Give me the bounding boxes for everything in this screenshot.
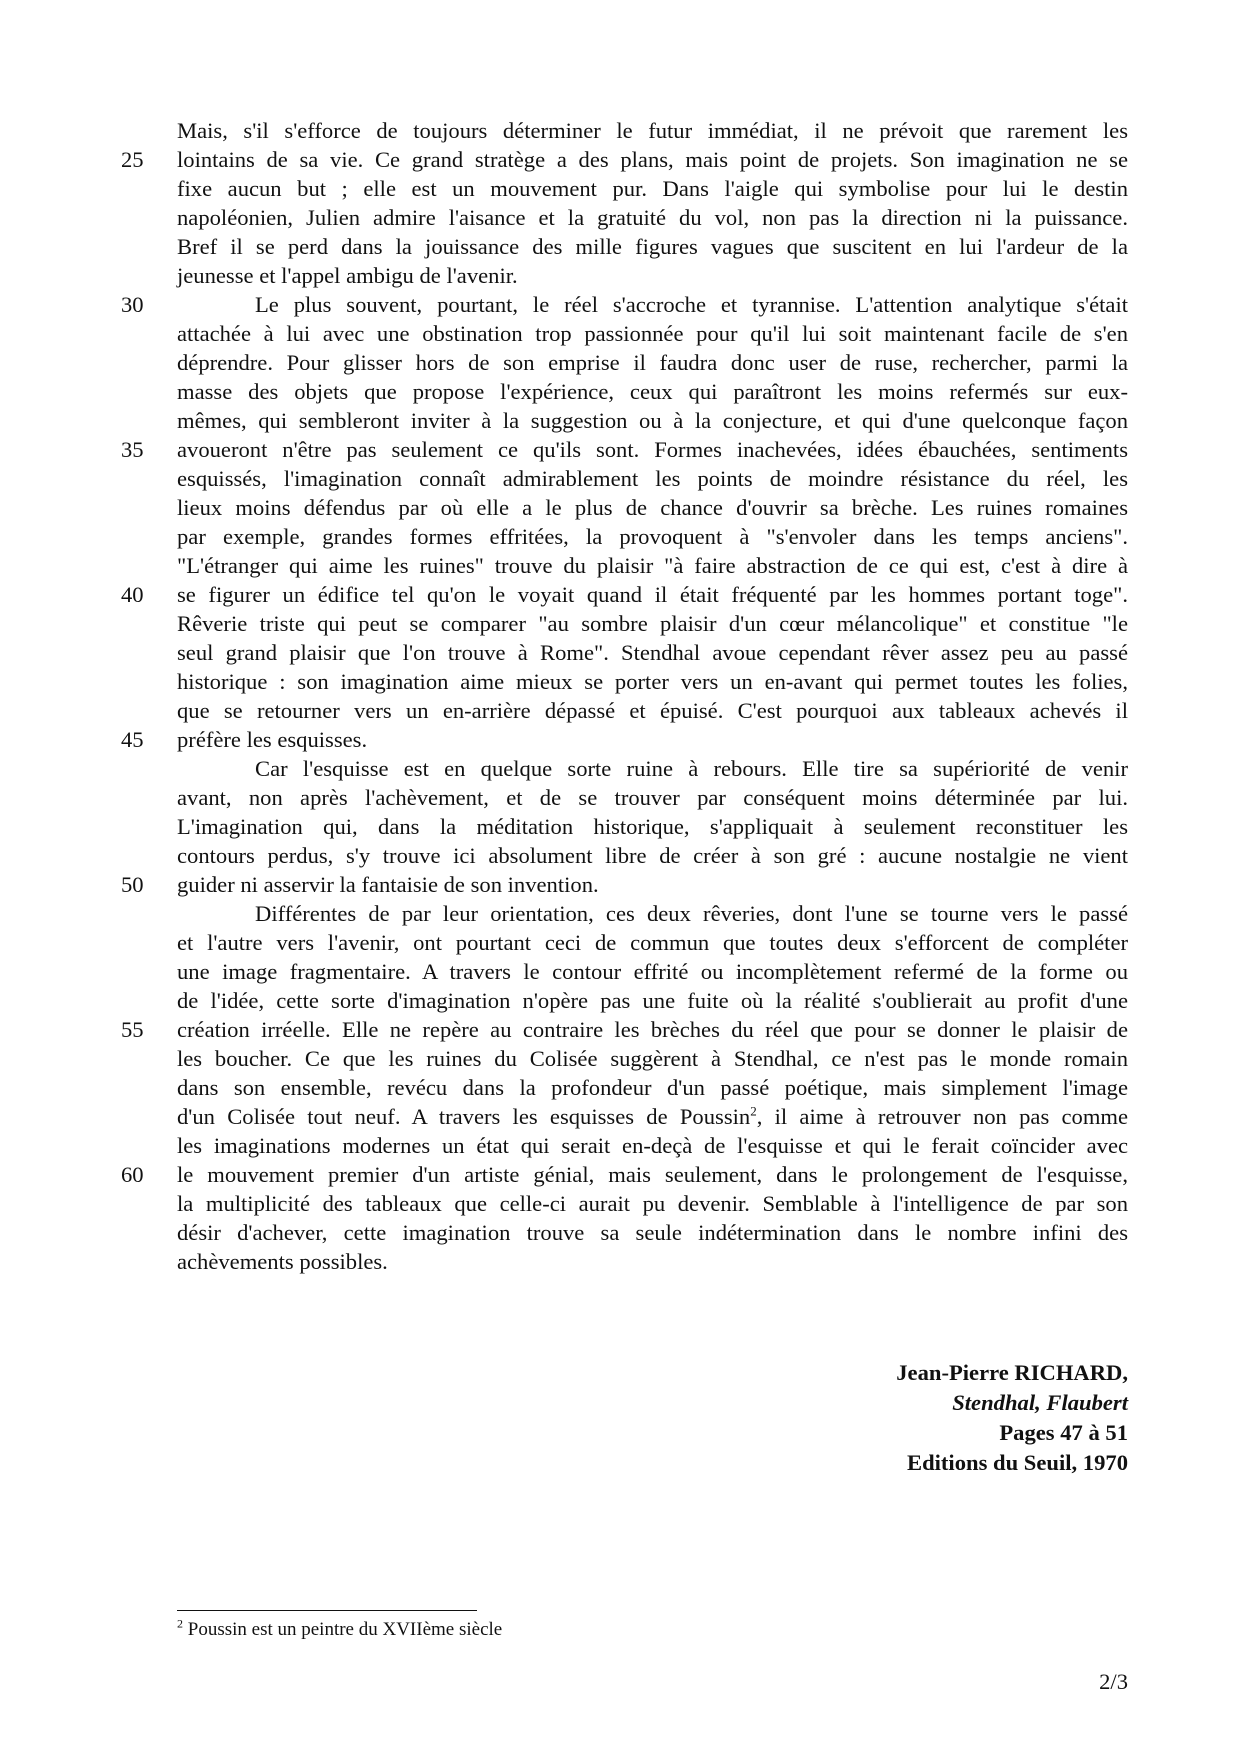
line-text: lointains de sa vie. Ce grand stratège a des plans, mais point de projets. Son imagination ne se bbox=[177, 147, 1128, 172]
line-text-part: , il aime à retrouver non pas comme bbox=[756, 1104, 1129, 1129]
text-line bbox=[177, 319, 1128, 348]
line-number: 40 bbox=[121, 582, 144, 607]
footnote-text: Poussin est un peintre du XVIIème siècle bbox=[183, 1619, 503, 1640]
line-text: achèvements possibles. bbox=[177, 1249, 388, 1274]
line-text: mêmes, qui sembleront inviter à la suggestion ou à la conjecture, et qui d'une quelconque façon bbox=[177, 408, 1128, 433]
text-line bbox=[121, 870, 1128, 899]
text-line bbox=[177, 812, 1128, 841]
line-text: lieux moins défendus par où elle a le plus de chance d'ouvrir sa brèche. Les ruines romaines bbox=[177, 495, 1128, 520]
line-text: avoueront n'être pas seulement ce qu'ils sont. Formes inachevées, idées ébauchées, sentiments bbox=[177, 437, 1128, 462]
line-number: 25 bbox=[121, 147, 144, 172]
citation-pages: Pages 47 à 51 bbox=[999, 1420, 1128, 1445]
line-text: déprendre. Pour glisser hors de son emprise il faudra donc user de ruse, rechercher, parmi la bbox=[177, 350, 1128, 375]
line-text: Bref il se perd dans la jouissance des mille figures vagues que suscitent en lui l'ardeur de la bbox=[177, 234, 1128, 259]
line-text bbox=[177, 1102, 1128, 1131]
line-text: attachée à lui avec une obstination trop passionnée pour qu'il lui soit maintenant facile de s'en bbox=[177, 321, 1128, 346]
citation-author: Jean-Pierre RICHARD, bbox=[896, 1360, 1128, 1385]
text-line bbox=[177, 928, 1128, 957]
line-text: Différentes de par leur orientation, ces deux rêveries, dont l'une se tourne vers le passé bbox=[255, 901, 1128, 926]
line-number: 55 bbox=[121, 1017, 144, 1042]
text-line bbox=[121, 435, 1128, 464]
line-text: création irréelle. Elle ne repère au contraire les brèches du réel que pour se donner le plaisir de bbox=[177, 1017, 1128, 1042]
line-text: historique : son imagination aime mieux se porter vers un en-avant qui permet toutes les folies, bbox=[177, 669, 1128, 694]
line-text: une image fragmentaire. A travers le contour effrité ou incomplètement refermé de la forme ou bbox=[177, 959, 1128, 984]
line-text: L'imagination qui, dans la méditation historique, s'appliquait à seulement reconstituer les bbox=[177, 814, 1128, 839]
line-text: Mais, s'il s'efforce de toujours déterminer le futur immédiat, il ne prévoit que rarement les bbox=[177, 118, 1128, 143]
text-line bbox=[177, 464, 1128, 493]
text-line bbox=[177, 638, 1128, 667]
line-number: 45 bbox=[121, 727, 144, 752]
text-line bbox=[177, 986, 1128, 1015]
line-text: se figurer un édifice tel qu'on le voyait quand il était fréquenté par les hommes portant toge". bbox=[177, 582, 1128, 607]
text-line bbox=[177, 609, 1128, 638]
line-text: esquissés, l'imagination connaît admirablement les points de moindre résistance du réel, les bbox=[177, 466, 1128, 491]
citation-block bbox=[896, 1358, 1128, 1478]
line-text: désir d'achever, cette imagination trouve sa seule indétermination dans le nombre infini des bbox=[177, 1220, 1128, 1245]
line-text: jeunesse et l'appel ambigu de l'avenir. bbox=[177, 263, 518, 288]
line-number: 35 bbox=[121, 437, 144, 462]
line-text: les boucher. Ce que les ruines du Colisée suggèrent à Stendhal, ce n'est pas le monde romain bbox=[177, 1046, 1128, 1071]
text-line bbox=[177, 1102, 1128, 1131]
footnote-separator bbox=[177, 1610, 477, 1611]
text-line bbox=[177, 348, 1128, 377]
line-text: et l'autre vers l'avenir, ont pourtant ceci de commun que toutes deux s'efforcent de compléter bbox=[177, 930, 1128, 955]
text-line bbox=[177, 1218, 1128, 1247]
citation-work: Stendhal, Flaubert bbox=[952, 1390, 1128, 1415]
line-number: 30 bbox=[121, 292, 144, 317]
line-text-part: d'un Colisée tout neuf. A travers les esquisses de Poussin bbox=[177, 1104, 751, 1129]
text-line bbox=[177, 841, 1128, 870]
footnote-marker: 2 bbox=[177, 1616, 183, 1631]
line-text: préfère les esquisses. bbox=[177, 727, 368, 752]
text-line bbox=[177, 551, 1128, 580]
text-line bbox=[177, 203, 1128, 232]
line-text: seul grand plaisir que l'on trouve à Rome". Stendhal avoue cependant rêver assez peu au passé bbox=[177, 640, 1128, 665]
text-line bbox=[177, 377, 1128, 406]
text-line bbox=[177, 522, 1128, 551]
text-line bbox=[177, 783, 1128, 812]
text-line bbox=[121, 290, 1128, 319]
text-line bbox=[177, 493, 1128, 522]
line-number: 60 bbox=[121, 1162, 144, 1187]
line-text: guider ni asservir la fantaisie de son invention. bbox=[177, 872, 599, 897]
text-line bbox=[177, 1131, 1128, 1160]
text-line bbox=[121, 580, 1128, 609]
text-line bbox=[177, 1247, 1128, 1276]
text-line bbox=[177, 1189, 1128, 1218]
text-line bbox=[177, 1044, 1128, 1073]
line-text: Le plus souvent, pourtant, le réel s'accroche et tyrannise. L'attention analytique s'était bbox=[255, 292, 1128, 317]
line-text: masse des objets que propose l'expérience, ceux qui paraîtront les moins refermés sur eux- bbox=[177, 379, 1128, 404]
line-text: par exemple, grandes formes effritées, la provoquent à "s'envoler dans les temps anciens". bbox=[177, 524, 1128, 549]
footnote bbox=[177, 1618, 502, 1642]
text-line bbox=[121, 1015, 1128, 1044]
text-line bbox=[177, 232, 1128, 261]
line-text: Rêverie triste qui peut se comparer "au sombre plaisir d'un cœur mélancolique" et constitue "le bbox=[177, 611, 1128, 636]
text-line bbox=[177, 261, 1128, 290]
citation-publisher: Editions du Seuil, 1970 bbox=[907, 1450, 1128, 1475]
line-text: de l'idée, cette sorte d'imagination n'opère pas une fuite où la réalité s'oublierait au profit d'une bbox=[177, 988, 1128, 1013]
line-text: fixe aucun but ; elle est un mouvement pur. Dans l'aigle qui symbolise pour lui le destin bbox=[177, 176, 1128, 201]
text-line bbox=[177, 667, 1128, 696]
text-line bbox=[177, 899, 1128, 928]
text-line bbox=[177, 406, 1128, 435]
line-text: dans son ensemble, revécu dans la profondeur d'un passé poétique, mais simplement l'image bbox=[177, 1075, 1128, 1100]
line-text: contours perdus, s'y trouve ici absolument libre de créer à son gré : aucune nostalgie ne vient bbox=[177, 843, 1128, 868]
text-line bbox=[121, 725, 1128, 754]
line-text: napoléonien, Julien admire l'aisance et la gratuité du vol, non pas la direction ni la puissance. bbox=[177, 205, 1128, 230]
body-text bbox=[121, 116, 1129, 1276]
line-text: avant, non après l'achèvement, et de se trouver par conséquent moins déterminée par lui. bbox=[177, 785, 1128, 810]
line-text: Car l'esquisse est en quelque sorte ruine à rebours. Elle tire sa supériorité de venir bbox=[255, 756, 1128, 781]
text-line bbox=[177, 696, 1128, 725]
page-number: 2/3 bbox=[1099, 1669, 1128, 1694]
line-text: que se retourner vers un en-arrière dépassé et épuisé. C'est pourquoi aux tableaux achevés il bbox=[177, 698, 1128, 723]
line-text: la multiplicité des tableaux que celle-ci aurait pu devenir. Semblable à l'intelligence de par son bbox=[177, 1191, 1128, 1216]
text-line bbox=[177, 174, 1128, 203]
text-line bbox=[177, 957, 1128, 986]
footnote-reference: 2 bbox=[750, 1103, 757, 1119]
text-line bbox=[177, 754, 1128, 783]
text-line bbox=[121, 145, 1128, 174]
line-number: 50 bbox=[121, 872, 144, 897]
line-text: les imaginations modernes un état qui serait en-deçà de l'esquisse et qui le ferait coïncider avec bbox=[177, 1133, 1128, 1158]
text-line bbox=[177, 1073, 1128, 1102]
text-line bbox=[121, 1160, 1128, 1189]
line-text: le mouvement premier d'un artiste génial, mais seulement, dans le prolongement de l'esquisse, bbox=[177, 1162, 1128, 1187]
text-line bbox=[177, 116, 1128, 145]
line-text: "L'étranger qui aime les ruines" trouve du plaisir "à faire abstraction de ce qui est, c'est à dire à bbox=[177, 553, 1128, 578]
